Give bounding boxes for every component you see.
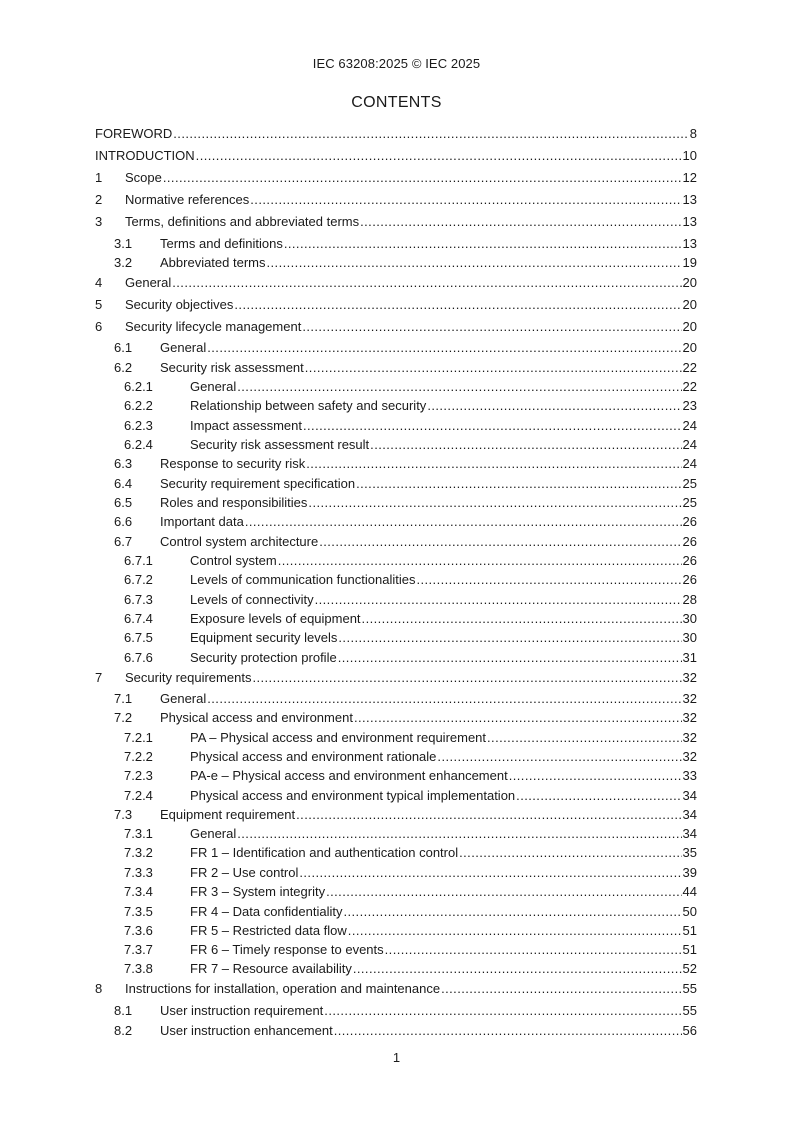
toc-entry-page: 19: [682, 255, 697, 270]
toc-dot-leader: [324, 1001, 681, 1021]
toc-entry[interactable]: [114, 234, 697, 254]
toc-entry-page: 20: [682, 319, 697, 334]
toc-entry[interactable]: [124, 377, 697, 397]
toc-entry[interactable]: [95, 273, 697, 293]
toc-dot-leader: [348, 921, 682, 941]
toc-entry-title: Terms and definitions: [160, 236, 283, 251]
toc-entry-page: 8: [689, 126, 697, 141]
toc-entry-title: FR 7 – Resource availability: [190, 961, 352, 976]
toc-entry[interactable]: [124, 786, 697, 806]
toc-entry-number: 7.3.6: [124, 923, 153, 938]
toc-entry-title: Abbreviated terms: [160, 255, 266, 270]
toc-dot-leader: [353, 959, 682, 979]
toc-entry-title: General: [190, 379, 237, 394]
toc-entry-title: Physical access and environment rationale: [190, 749, 437, 764]
toc-entry[interactable]: [95, 979, 697, 999]
toc-entry-title: Equipment requirement: [160, 807, 296, 822]
toc-dot-leader: [437, 747, 681, 767]
toc-dot-leader: [370, 435, 681, 455]
toc-entry[interactable]: [114, 1021, 697, 1041]
toc-entry-title: Levels of connectivity: [190, 592, 314, 607]
toc-entry-title: Important data: [160, 514, 244, 529]
toc-entry[interactable]: [114, 532, 697, 552]
toc-entry[interactable]: [124, 824, 697, 844]
toc-dot-leader: [356, 474, 681, 494]
toc-entry[interactable]: [124, 921, 697, 941]
toc-entry-number: 8: [95, 981, 103, 996]
toc-entry-page: 32: [682, 730, 697, 745]
toc-entry[interactable]: [95, 668, 697, 688]
toc-dot-leader: [509, 766, 682, 786]
toc-entry-number: 7.2.4: [124, 788, 153, 803]
toc-entry[interactable]: [124, 882, 697, 902]
toc-entry[interactable]: [124, 570, 697, 590]
toc-entry-page: 24: [682, 437, 697, 452]
toc-dot-leader: [245, 512, 682, 532]
toc-dot-leader: [319, 532, 681, 552]
toc-dot-leader: [237, 824, 681, 844]
toc-entry-number: 8.1: [114, 1003, 133, 1018]
toc-entry-page: 24: [682, 418, 697, 433]
toc-entry-number: 7.3.1: [124, 826, 153, 841]
toc-entry-title: Control system architecture: [160, 534, 319, 549]
toc-entry-title: Roles and responsibilities: [160, 495, 308, 510]
toc-entry-page: 26: [682, 534, 697, 549]
toc-dot-leader: [207, 338, 681, 358]
toc-entry[interactable]: [124, 628, 697, 648]
toc-entry-title: Equipment security levels: [190, 630, 338, 645]
toc-entry-page: 30: [682, 611, 697, 626]
toc-dot-leader: [278, 551, 682, 571]
toc-entry-number: 6.7.3: [124, 592, 153, 607]
toc-entry-page: 34: [682, 788, 697, 803]
toc-dot-leader: [326, 882, 681, 902]
toc-dot-leader: [516, 786, 681, 806]
toc-entry-title: Scope: [125, 170, 162, 185]
toc-entry[interactable]: [124, 902, 697, 922]
toc-entry-title: Terms, definitions and abbreviated terms: [125, 214, 360, 229]
toc-entry-title: Relationship between safety and security: [190, 398, 427, 413]
toc-dot-leader: [196, 146, 682, 166]
toc-entry-number: 7.3.7: [124, 942, 153, 957]
toc-entry-number: 6.2.4: [124, 437, 153, 452]
toc-entry-number: 6.2: [114, 360, 133, 375]
toc-entry-page: 26: [682, 514, 697, 529]
toc-entry[interactable]: [114, 338, 697, 358]
toc-dot-leader: [173, 124, 688, 144]
toc-entry-number: 6.6: [114, 514, 133, 529]
toc-entry-title: General: [125, 275, 172, 290]
toc-dot-leader: [360, 212, 681, 232]
toc-entry-title: Security lifecycle management: [125, 319, 302, 334]
toc-entry-page: 13: [682, 192, 697, 207]
toc-dot-leader: [334, 1021, 682, 1041]
toc-entry-page: 33: [682, 768, 697, 783]
toc-entry-title: Security risk assessment result: [190, 437, 370, 452]
toc-entry-number: 6.2.1: [124, 379, 153, 394]
toc-entry-title: Levels of communication functionalities: [190, 572, 416, 587]
toc-entry-number: 7.3.2: [124, 845, 153, 860]
toc-dot-leader: [207, 689, 681, 709]
toc-entry[interactable]: [95, 168, 697, 188]
toc-dot-leader: [234, 295, 681, 315]
toc-entry-page: 39: [682, 865, 697, 880]
toc-entry-number: 7.2.1: [124, 730, 153, 745]
toc-entry-number: 6.1: [114, 340, 133, 355]
toc-entry-title: Security requirement specification: [160, 476, 356, 491]
toc-entry-page: 26: [682, 553, 697, 568]
toc-entry-page: 25: [682, 495, 697, 510]
toc-entry-title: INTRODUCTION: [95, 148, 195, 163]
toc-entry[interactable]: [95, 212, 697, 232]
toc-dot-leader: [354, 708, 682, 728]
toc-entry[interactable]: [124, 747, 697, 767]
toc-entry-page: 20: [682, 275, 697, 290]
toc-entry-number: 7.3.4: [124, 884, 153, 899]
toc-entry-page: 10: [682, 148, 697, 163]
toc-entry-page: 12: [682, 170, 697, 185]
toc-entry-number: 7.1: [114, 691, 133, 706]
toc-entry[interactable]: [95, 295, 697, 315]
toc-entry-page: 22: [682, 360, 697, 375]
toc-entry-title: User instruction requirement: [160, 1003, 324, 1018]
toc-entry-title: Impact assessment: [190, 418, 302, 433]
toc-entry-number: 4: [95, 275, 103, 290]
toc-entry-title: PA – Physical access and environment requirement: [190, 730, 487, 745]
toc-entry-number: 3: [95, 214, 103, 229]
toc-entry-page: 51: [682, 942, 697, 957]
page-number: 1: [392, 1050, 401, 1065]
toc-entry[interactable]: [124, 863, 697, 883]
toc-entry[interactable]: [124, 416, 697, 436]
toc-entry-page: 32: [682, 691, 697, 706]
toc-entry-page: 50: [682, 904, 697, 919]
toc-entry-title: FR 1 – Identification and authentication control: [190, 845, 459, 860]
toc-entry-number: 6.5: [114, 495, 133, 510]
toc-entry-number: 7.3: [114, 807, 133, 822]
toc-entry[interactable]: [114, 358, 697, 378]
toc-entry-title: Exposure levels of equipment: [190, 611, 361, 626]
toc-entry-page: 24: [682, 456, 697, 471]
toc-entry-page: 32: [682, 670, 697, 685]
toc-entry-page: 13: [682, 214, 697, 229]
toc-entry-number: 6.7.5: [124, 630, 153, 645]
toc-entry-number: 7.2: [114, 710, 133, 725]
toc-dot-leader: [487, 728, 682, 748]
toc-entry-page: 23: [682, 398, 697, 413]
toc-entry[interactable]: [95, 190, 697, 210]
toc-entry-number: 3.1: [114, 236, 133, 251]
toc-entry-title: Security requirements: [125, 670, 252, 685]
toc-entry-page: 56: [682, 1023, 697, 1038]
toc-entry-title: Security protection profile: [190, 650, 337, 665]
toc-entry-page: 35: [682, 845, 697, 860]
toc-dot-leader: [267, 253, 682, 273]
toc-entry[interactable]: [114, 454, 697, 474]
toc-entry-number: 7.2.2: [124, 749, 153, 764]
toc-entry-number: 7.2.3: [124, 768, 153, 783]
toc-entry-page: 26: [682, 572, 697, 587]
toc-entry-number: 6.7: [114, 534, 133, 549]
toc-entry[interactable]: [124, 766, 697, 786]
toc-entry-number: 6.3: [114, 456, 133, 471]
toc-dot-leader: [416, 570, 681, 590]
toc-entry-page: 22: [682, 379, 697, 394]
toc-entry-page: 20: [682, 340, 697, 355]
toc-entry[interactable]: [114, 708, 697, 728]
toc-entry-number: 6.4: [114, 476, 133, 491]
toc-entry[interactable]: [95, 124, 697, 144]
toc-entry-number: 6.2.2: [124, 398, 153, 413]
toc-entry-number: 6.7.4: [124, 611, 153, 626]
toc-entry-title: General: [160, 340, 207, 355]
toc-entry[interactable]: [95, 146, 697, 166]
toc-entry-number: 8.2: [114, 1023, 133, 1038]
toc-entry-page: 32: [682, 710, 697, 725]
toc-entry-title: FR 6 – Timely response to events: [190, 942, 384, 957]
toc-entry[interactable]: [114, 1001, 697, 1021]
toc-entry[interactable]: [95, 317, 697, 337]
toc-entry-page: 34: [682, 826, 697, 841]
toc-entry[interactable]: [124, 648, 697, 668]
toc-entry-title: Physical access and environment: [160, 710, 353, 725]
toc-entry-number: 6.7.2: [124, 572, 153, 587]
toc-entry-page: 34: [682, 807, 697, 822]
toc-dot-leader: [172, 273, 681, 293]
toc-dot-leader: [303, 416, 682, 436]
toc-entry-page: 28: [682, 592, 697, 607]
toc-entry-number: 7.3.3: [124, 865, 153, 880]
toc-entry-title: Security objectives: [125, 297, 234, 312]
toc-dot-leader: [306, 454, 681, 474]
toc-entry[interactable]: [124, 609, 697, 629]
toc-entry-title: Normative references: [125, 192, 250, 207]
toc-entry[interactable]: [114, 474, 697, 494]
toc-entry-page: 31: [682, 650, 697, 665]
toc-dot-leader: [237, 377, 681, 397]
toc-dot-leader: [296, 805, 681, 825]
toc-entry-title: General: [160, 691, 207, 706]
toc-entry[interactable]: [114, 493, 697, 513]
toc-entry-number: 6.7.1: [124, 553, 153, 568]
toc-entry[interactable]: [124, 728, 697, 748]
toc-dot-leader: [362, 609, 682, 629]
toc-entry-number: 5: [95, 297, 103, 312]
toc-entry[interactable]: [124, 396, 697, 416]
toc-entry-number: 7.3.8: [124, 961, 153, 976]
toc-entry-number: 2: [95, 192, 103, 207]
toc-entry-page: 52: [682, 961, 697, 976]
toc-entry-title: Physical access and environment typical implementation: [190, 788, 516, 803]
toc-entry-number: 1: [95, 170, 103, 185]
toc-entry-title: FR 3 – System integrity: [190, 884, 326, 899]
toc-entry[interactable]: [114, 805, 697, 825]
toc-entry-title: Control system: [190, 553, 277, 568]
toc-entry[interactable]: [124, 940, 697, 960]
toc-dot-leader: [338, 628, 681, 648]
toc-entry-title: Security risk assessment: [160, 360, 304, 375]
toc-entry-page: 55: [682, 981, 697, 996]
toc-entry-number: 6.2.3: [124, 418, 153, 433]
toc-dot-leader: [284, 234, 682, 254]
toc-entry[interactable]: [124, 435, 697, 455]
toc-entry-page: 30: [682, 630, 697, 645]
toc-dot-leader: [338, 648, 682, 668]
toc-dot-leader: [441, 979, 681, 999]
document-header: IEC 63208:2025 © IEC 2025: [312, 56, 481, 71]
toc-entry-title: Response to security risk: [160, 456, 306, 471]
toc-entry[interactable]: [114, 253, 697, 273]
toc-entry-title: FOREWORD: [95, 126, 173, 141]
toc-entry-page: 44: [682, 884, 697, 899]
toc-entry[interactable]: [124, 590, 697, 610]
toc-dot-leader: [163, 168, 682, 188]
toc-entry[interactable]: [124, 551, 697, 571]
toc-entry-number: 3.2: [114, 255, 133, 270]
toc-entry-page: 55: [682, 1003, 697, 1018]
toc-dot-leader: [305, 358, 682, 378]
toc-entry-title: Instructions for installation, operation and maintenance: [125, 981, 441, 996]
toc-entry-page: 25: [682, 476, 697, 491]
toc-entry-page: 20: [682, 297, 697, 312]
toc-entry-page: 13: [682, 236, 697, 251]
toc-dot-leader: [343, 902, 681, 922]
toc-dot-leader: [315, 590, 682, 610]
toc-entry-title: PA-e – Physical access and environment enhancement: [190, 768, 508, 783]
toc-entry[interactable]: [124, 843, 697, 863]
toc-entry-title: FR 2 – Use control: [190, 865, 299, 880]
toc-dot-leader: [459, 843, 681, 863]
toc-entry-number: 6: [95, 319, 103, 334]
toc-entry-title: FR 4 – Data confidentiality: [190, 904, 343, 919]
toc-dot-leader: [427, 396, 681, 416]
toc-entry-number: 7.3.5: [124, 904, 153, 919]
toc-entry-number: 6.7.6: [124, 650, 153, 665]
toc-dot-leader: [385, 940, 682, 960]
toc-entry-title: FR 5 – Restricted data flow: [190, 923, 347, 938]
toc-entry-number: 7: [95, 670, 103, 685]
toc-entry[interactable]: [114, 512, 697, 532]
toc-entry[interactable]: [124, 959, 697, 979]
toc-entry-page: 32: [682, 749, 697, 764]
toc-entry[interactable]: [114, 689, 697, 709]
toc-dot-leader: [250, 190, 681, 210]
toc-dot-leader: [308, 493, 681, 513]
toc-dot-leader: [252, 668, 681, 688]
toc-entry-title: User instruction enhancement: [160, 1023, 333, 1038]
toc-dot-leader: [302, 317, 681, 337]
toc-entry-title: General: [190, 826, 237, 841]
toc-entry-page: 51: [682, 923, 697, 938]
page-title: CONTENTS: [351, 94, 442, 111]
toc-dot-leader: [299, 863, 681, 883]
